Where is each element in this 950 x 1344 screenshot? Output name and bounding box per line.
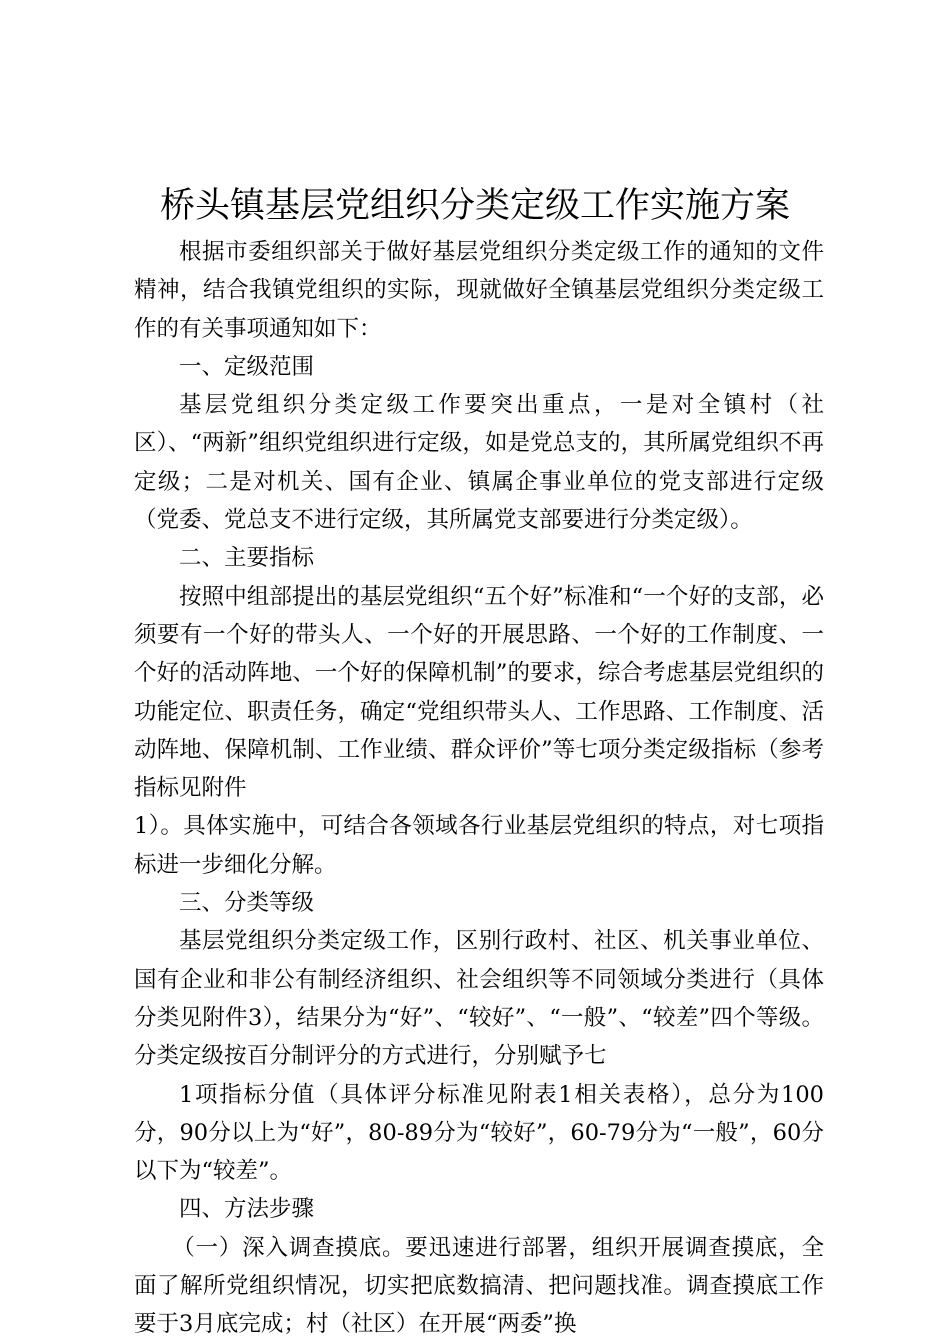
document-title: 桥头镇基层党组织分类定级工作实施方案 [159, 186, 790, 226]
document-body [134, 233, 824, 1344]
section-text-indicators-cont: 1）。具体实施中，可结合各领域各行业基层党组织的特点，对七项指标进一步细化分解。 [134, 813, 824, 878]
section-heading-steps: 四、方法步骤 [179, 1196, 315, 1223]
section-text-indicators: 按照中组部提出的基层党组织“五个好”标准和“一个好的支部，必须要有一个好的带头人、一个好的开展思路、一个好的工作制度、一个好的活动阵地、一个好的保障机制”的要求，综合考虑基层党组织的功能定位、职责任务，确定“党组织带头人、工作思路、工作制度、活动阵地、保障机制、工作业绩、群众评价”等七项分类定级指标（参考指标见附件 [134, 583, 824, 802]
section-heading-indicators: 二、主要指标 [179, 545, 315, 572]
section-text-scope: 基层党组织分类定级工作要突出重点，一是对全镇村（社区）、“两新”组织党组织进行定级，如是党总支的，其所属党组织不再定级；二是对机关、国有企业、镇属企事业单位的党支部进行定级（党委、党总支不进行定级，其所属党支部要进行分类定级）。 [134, 392, 824, 534]
section-heading-scope: 一、定级范围 [179, 353, 315, 380]
intro-paragraph: 根据市委组织部关于做好基层党组织分类定级工作的通知的文件精神，结合我镇党组织的实际，现就做好全镇基层党组织分类定级工作的有关事项通知如下： [134, 239, 824, 342]
section-text-grades: 基层党组织分类定级工作，区别行政村、社区、机关事业单位、国有企业和非公有制经济组织、社会组织等不同领域分类进行（具体分类见附件3），结果分为“好”、“较好”、“一般”、“较差”四个等级。分类定级按百分制评分的方式进行，分别赋予七 [134, 928, 824, 1070]
section-text-steps: （一）深入调查摸底。要迅速进行部署，组织开展调查摸底，全面了解所党组织情况，切实把底数搞清、把问题找准。调查摸底工作要于3月底完成；村（社区）在开展“两委”换 [134, 1234, 824, 1338]
section-text-grades-cont: 1项指标分值（具体评分标准见附表1相关表格），总分为100分，90分以上为“好”，80-89分为“较好”，60-79分为“一般”，60分以下为“较差”。 [134, 1081, 824, 1185]
section-heading-grades: 三、分类等级 [179, 890, 315, 917]
